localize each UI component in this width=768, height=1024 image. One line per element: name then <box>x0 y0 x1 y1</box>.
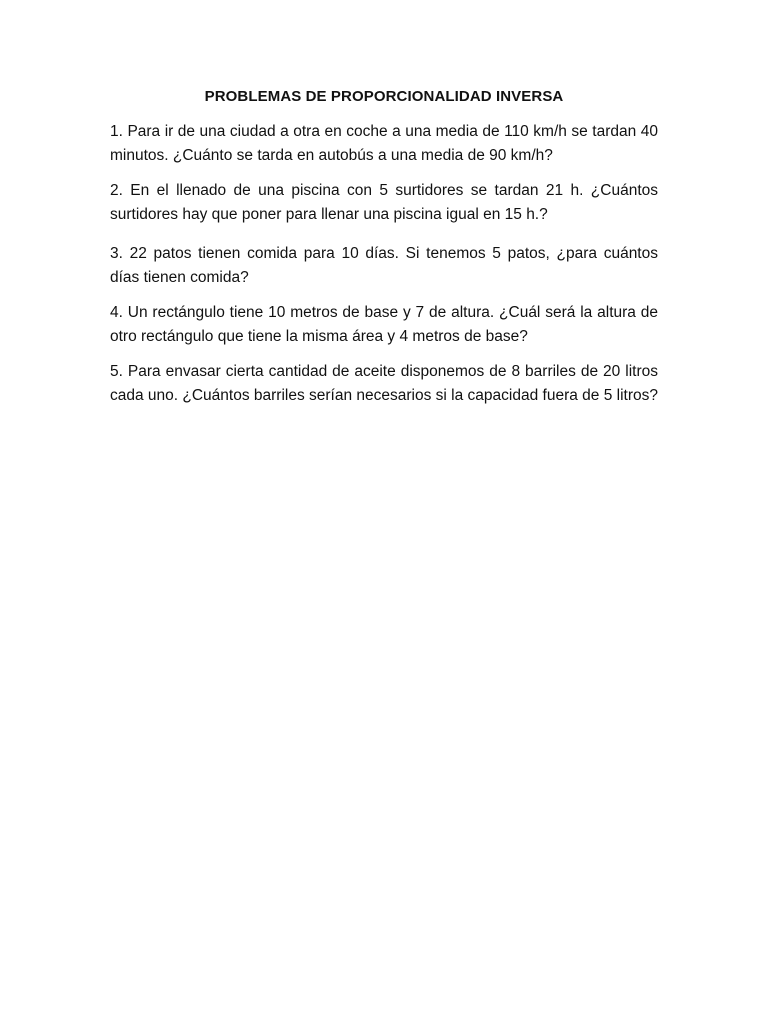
problem-2: 2. En el llenado de una piscina con 5 surtidores se tardan 21 h. ¿Cuántos surtidores hay que poner para llenar una piscina igual en 15 h.? <box>110 182 658 223</box>
problem-4: 4. Un rectángulo tiene 10 metros de base y 7 de altura. ¿Cuál será la altura de otro rectángulo que tiene la misma área y 4 metros de base? <box>110 304 658 345</box>
document-title: PROBLEMAS DE PROPORCIONALIDAD INVERSA <box>204 88 564 105</box>
problem-3: 3. 22 patos tienen comida para 10 días. Si tenemos 5 patos, ¿para cuántos días tienen comida? <box>110 245 658 286</box>
problem-1: 1. Para ir de una ciudad a otra en coche a una media de 110 km/h se tardan 40 minutos. ¿Cuánto se tarda en autobús a una media de 90 km/h? <box>110 123 658 164</box>
document-content <box>110 86 658 419</box>
problem-5: 5. Para envasar cierta cantidad de aceite disponemos de 8 barriles de 20 litros cada uno. ¿Cuántos barriles serían necesarios si la capacidad fuera de 5 litros? <box>110 363 658 404</box>
